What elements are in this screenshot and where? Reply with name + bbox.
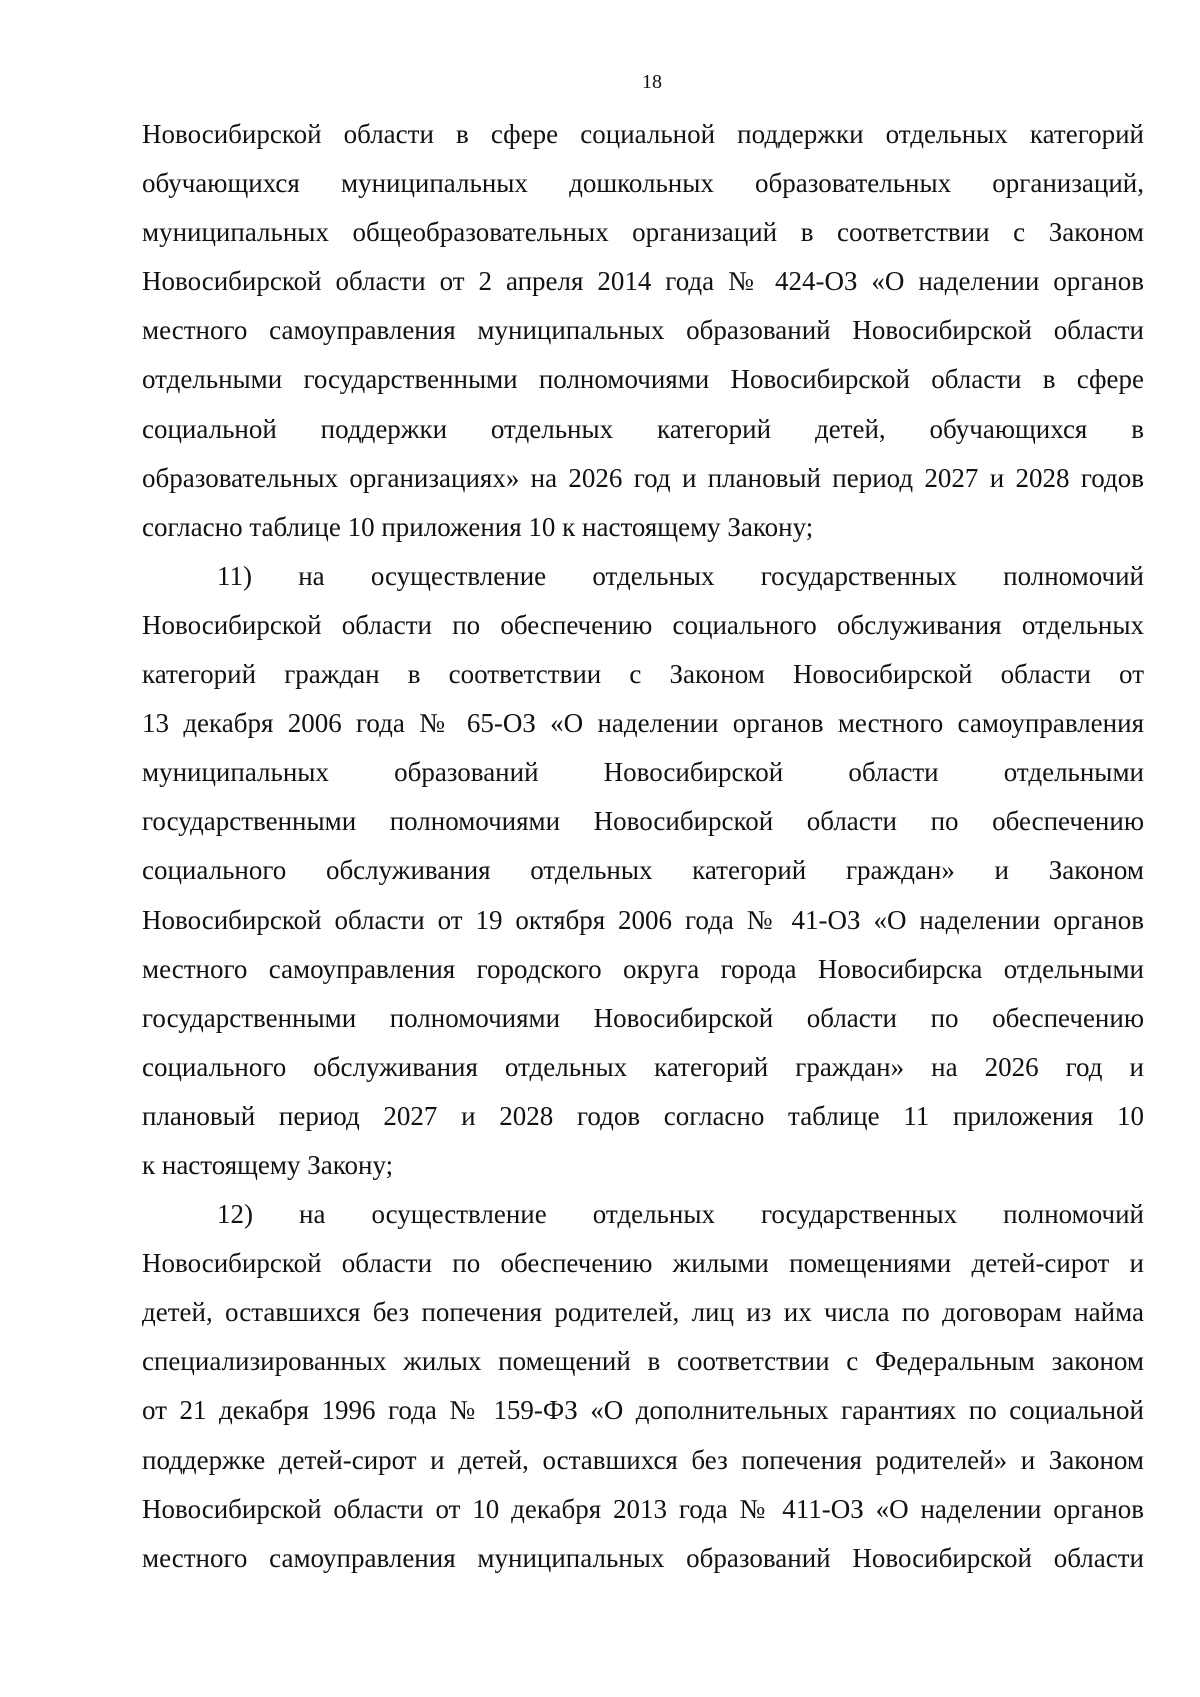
text-line: согласно таблице 10 приложения 10 к настоящему Закону; [142,511,814,542]
text-line: муниципальных образований Новосибирской области отдельными [142,757,1144,788]
text-line: муниципальных общеобразовательных организаций в соответствии с Законом [142,217,1144,248]
text-line: поддержке детей-сирот и детей, оставшихся без попечения родителей» и Законом [142,1444,1144,1475]
text-line: специализированных жилых помещений в соответствии с Федеральным законом [142,1346,1144,1377]
text-line: Новосибирской области в сфере социальной поддержки отдельных категорий [142,119,1144,149]
text-line: Новосибирской области от 10 декабря 2013 года № 411-ОЗ «О наделении органов [142,1493,1144,1524]
text-line: образовательных организациях» на 2026 год и плановый период 2027 и 2028 годов [142,462,1144,493]
text-line: государственными полномочиями Новосибирской области по обеспечению [142,1002,1144,1033]
paragraph-first-line: 11) на осуществление отдельных государственных полномочий [217,560,1144,591]
text-line: Новосибирской области по обеспечению социального обслуживания отдельных [142,609,1144,640]
text-line: Новосибирской области от 2 апреля 2014 года № 424-ОЗ «О наделении органов [142,266,1144,297]
text-line: местного самоуправления городского округа города Новосибирска отдельными [142,953,1144,984]
text-line: от 21 декабря 1996 года № 159-ФЗ «О дополнительных гарантиях по социальной [142,1395,1144,1426]
text-line: плановый период 2027 и 2028 годов согласно таблице 11 приложения 10 [142,1100,1144,1131]
text-line: обучающихся муниципальных дошкольных образовательных организаций, [142,168,1144,199]
text-line: к настоящему Закону; [142,1149,394,1180]
paragraph-first-line: 12) на осуществление отдельных государственных полномочий [217,1199,1144,1230]
text-line: отдельными государственными полномочиями Новосибирской области в сфере [142,364,1144,395]
text-line: социального обслуживания отдельных категорий граждан» на 2026 год и [142,1051,1144,1082]
text-line: категорий граждан в соответствии с Законом Новосибирской области от [142,659,1144,690]
text-line: государственными полномочиями Новосибирской области по обеспечению [142,806,1144,837]
text-line: 13 декабря 2006 года № 65-ОЗ «О наделении органов местного самоуправления [142,708,1144,739]
document-body [142,110,1144,1583]
text-line: Новосибирской области от 19 октября 2006 года № 41-ОЗ «О наделении органов [142,904,1144,935]
text-line: местного самоуправления муниципальных образований Новосибирской области [142,1542,1144,1573]
text-line: детей, оставшихся без попечения родителей, лиц из их числа по договорам найма [142,1297,1144,1328]
text-line: социального обслуживания отдельных категорий граждан» и Законом [142,855,1144,886]
text-line: местного самоуправления муниципальных образований Новосибирской области [142,315,1144,346]
text-line: социальной поддержки отдельных категорий детей, обучающихся в [142,413,1144,444]
text-line: Новосибирской области по обеспечению жилыми помещениями детей-сирот и [142,1248,1144,1279]
page-number: 18 [642,71,662,93]
